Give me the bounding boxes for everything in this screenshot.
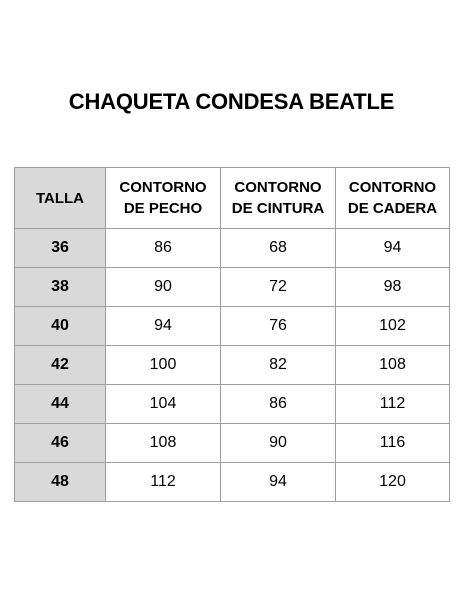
pecho-cell: 90 (106, 268, 221, 307)
size-cell: 48 (15, 463, 106, 502)
cadera-cell: 120 (336, 463, 450, 502)
header-cintura-line-1: CONTORNO (234, 179, 322, 196)
size-chart-table (14, 167, 450, 502)
table-row (15, 268, 450, 307)
table-row (15, 307, 450, 346)
size-cell: 46 (15, 424, 106, 463)
size-cell: 38 (15, 268, 106, 307)
pecho-cell: 104 (106, 385, 221, 424)
cintura-cell: 68 (221, 229, 336, 268)
cadera-cell: 98 (336, 268, 450, 307)
header-contorno-pecho (106, 168, 221, 229)
table-row (15, 229, 450, 268)
cintura-cell: 86 (221, 385, 336, 424)
table-header-row (15, 168, 450, 229)
size-cell: 42 (15, 346, 106, 385)
table-row (15, 346, 450, 385)
pecho-cell: 86 (106, 229, 221, 268)
cintura-cell: 94 (221, 463, 336, 502)
table-row (15, 424, 450, 463)
size-cell: 40 (15, 307, 106, 346)
pecho-cell: 94 (106, 307, 221, 346)
header-talla (15, 168, 106, 229)
header-pecho-line-2: DE PECHO (123, 200, 203, 217)
cadera-cell: 102 (336, 307, 450, 346)
header-talla-label: TALLA (35, 189, 85, 207)
cadera-cell: 94 (336, 229, 450, 268)
pecho-cell: 112 (106, 463, 221, 502)
header-contorno-cadera (336, 168, 450, 229)
cintura-cell: 90 (221, 424, 336, 463)
size-cell: 36 (15, 229, 106, 268)
table-row (15, 385, 450, 424)
cadera-cell: 108 (336, 346, 450, 385)
header-pecho-line-1: CONTORNO (119, 179, 207, 196)
header-cintura-line-2: DE CINTURA (231, 200, 325, 217)
cintura-cell: 76 (221, 307, 336, 346)
cintura-cell: 72 (221, 268, 336, 307)
page-title: CHAQUETA CONDESA BEATLE (68, 89, 395, 114)
cadera-cell: 112 (336, 385, 450, 424)
pecho-cell: 108 (106, 424, 221, 463)
table-row (15, 463, 450, 502)
cintura-cell: 82 (221, 346, 336, 385)
header-cadera-line-1: CONTORNO (348, 179, 437, 196)
header-contorno-cintura (221, 168, 336, 229)
pecho-cell: 100 (106, 346, 221, 385)
cadera-cell: 116 (336, 424, 450, 463)
size-cell: 44 (15, 385, 106, 424)
header-cadera-line-2: DE CADERA (347, 200, 438, 217)
